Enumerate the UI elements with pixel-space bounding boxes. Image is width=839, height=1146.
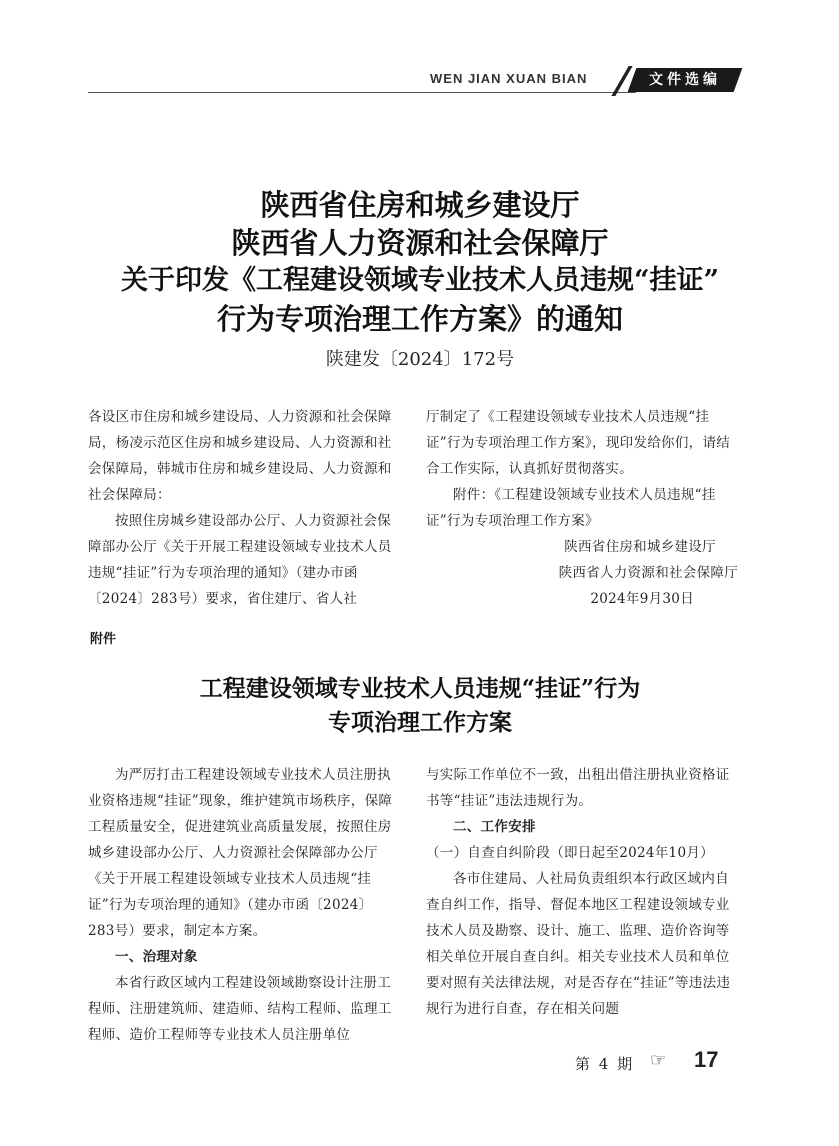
notice-addressees: 各设区市住房和城乡建设局、人力资源和社会保障局，杨凌示范区住房和城乡建设局、人力资源和社会保障局，韩城市住房和城乡建设局、人力资源和社会保障局： xyxy=(88,409,392,503)
notice-right-column xyxy=(426,404,738,612)
document-title-line-4: 行为专项治理工作方案》的通知 xyxy=(216,302,623,336)
notice-body-continued: 厅制定了《工程建设领域专业技术人员违规“挂证”行为专项治理工作方案》，现印发给你们，请结合工作实际，认真抓好贯彻落实。 xyxy=(426,409,731,477)
section-badge-label: 文件选编 xyxy=(649,72,721,88)
notice-attachment-line: 附件：《工程建设领域专业技术人员违规“挂证”行为专项治理工作方案》 xyxy=(426,487,716,529)
plan-intro: 为严厉打击工程建设领域专业技术人员注册执业资格违规“挂证”现象，维护建筑市场秩序，保障工程质量安全，促进建筑业高质量发展，按照住房城乡建设部办公厅、人力资源社会保障部办公厅《关于开展工程建设领域专业技术人员违规“挂证”行为专项治理的通知》（建办市函〔2024〕283号）要求，制定本方案。 xyxy=(88,767,393,939)
signature-hr-dept: 陕西省人力资源和社会保障厅 xyxy=(558,565,738,581)
attachment-label: 附件 xyxy=(90,632,117,647)
issue-number: 第 4 期 xyxy=(575,1055,635,1073)
section-heading-targets: 一、治理对象 xyxy=(115,949,198,965)
pointing-hand-icon: ☞ xyxy=(650,1050,667,1071)
page-number: 17 xyxy=(694,1047,719,1072)
document-title-line-3: 关于印发《工程建设领域专业技术人员违规“挂证” xyxy=(120,265,720,296)
header-pinyin: WEN JIAN XUAN BIAN xyxy=(430,71,588,86)
section-badge xyxy=(628,68,743,92)
targets-paragraph: 本省行政区域内工程建设领域勘察设计注册工程师、注册建筑师、建造师、结构工程师、监理工程师、造价工程师等专业技术人员注册单位 xyxy=(88,975,392,1043)
document-number: 陕建发〔2024〕172号 xyxy=(325,349,515,370)
header-rule xyxy=(88,92,636,93)
self-check-paragraph: 各市住建局、人社局负责组织本行政区域内自查自纠工作，指导、督促本地区工程建设领域专业技术人员及勘察、设计、施工、监理、造价咨询等相关单位开展自查自纠。相关专业技术人员和单位要对照有关法律法规，对是否存在“挂证”等违法违规行为进行自查，存在相关问题 xyxy=(426,871,731,1017)
stage-self-check-heading: （一）自查自纠阶段（即日起至2024年10月） xyxy=(426,845,714,861)
notice-body: 按照住房城乡建设部办公厅、人力资源社会保障部办公厅《关于开展工程建设领域专业技术人员违规“挂证”行为专项治理的通知》（建办市函〔2024〕283号）要求，省住建厅、省人社 xyxy=(88,513,392,607)
plan-title-line-2: 专项治理工作方案 xyxy=(328,709,512,736)
notice-left-column xyxy=(88,404,394,612)
targets-paragraph-continued: 与实际工作单位不一致，出租出借注册执业资格证书等“挂证”违法违规行为。 xyxy=(426,767,730,809)
section-heading-arrangements: 二、工作安排 xyxy=(453,819,536,835)
plan-title-line-1: 工程建设领域专业技术人员违规“挂证”行为 xyxy=(199,675,641,702)
document-title-line-2: 陕西省人力资源和社会保障厅 xyxy=(231,226,609,260)
signature-housing-dept: 陕西省住房和城乡建设厅 xyxy=(564,539,716,555)
plan-left-column xyxy=(88,762,394,1048)
document-title-line-1: 陕西省住房和城乡建设厅 xyxy=(260,188,580,222)
plan-right-column xyxy=(426,762,738,1022)
notice-date: 2024年9月30日 xyxy=(590,591,694,607)
